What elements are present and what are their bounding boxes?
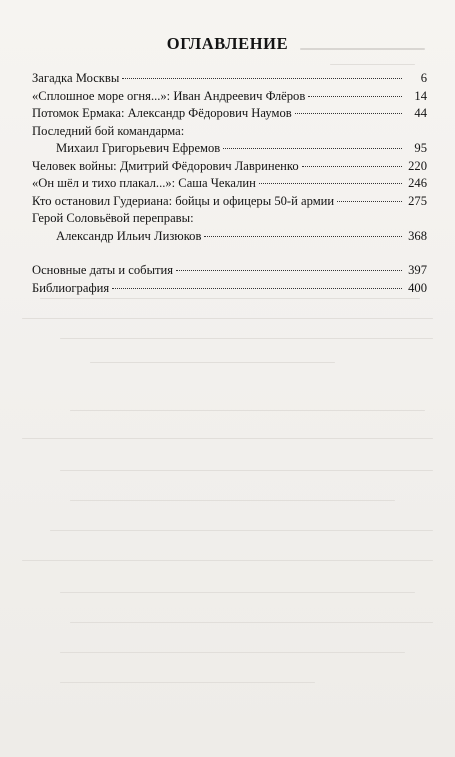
toc-entry-page: 14 (414, 88, 427, 103)
toc-entry-page: 400 (408, 280, 427, 295)
leader-dots (302, 166, 402, 167)
toc-entry-page: 275 (408, 193, 427, 208)
toc-entry-title: Основные даты и события (32, 263, 174, 277)
toc-entry-title: Потомок Ермака: Александр Фёдорович Наумов (32, 106, 292, 120)
bleed-through-line (70, 410, 425, 411)
toc-entry-heading (32, 210, 427, 228)
toc-entry[interactable] (32, 280, 427, 298)
leader-dots (259, 183, 402, 184)
toc-entry-title: Михаил Григорьевич Ефремов (56, 141, 221, 155)
toc-entry-title: Последний бой командарма: (32, 123, 185, 138)
bleed-through-line (22, 318, 433, 319)
bleed-through-line (60, 470, 433, 471)
leader-dots (112, 288, 402, 289)
bleed-through-line (90, 362, 335, 363)
toc-entry-page: 6 (420, 71, 427, 85)
toc-entry-title: «Сплошное море огня...»: Иван Андреевич Флёров (32, 88, 306, 103)
page-title: ОГЛАВЛЕНИЕ (166, 34, 289, 53)
toc-entry-title: Герой Соловьёвой переправы: (32, 211, 194, 225)
bleed-through-line (22, 438, 433, 439)
leader-dots (223, 148, 402, 149)
bleed-through-line (50, 530, 433, 531)
toc-entry[interactable] (32, 70, 427, 88)
toc-entry-heading (32, 123, 427, 141)
toc-entry-page: 246 (408, 176, 427, 190)
toc-entry-page: 95 (414, 141, 427, 155)
leader-dots (122, 78, 402, 79)
bleed-through-line (22, 560, 433, 561)
section-spacer (32, 245, 427, 262)
toc-entry-title: Библиография (32, 280, 110, 295)
toc-entry-page: 44 (414, 106, 427, 120)
bleed-through-line (60, 682, 315, 683)
leader-dots (337, 201, 402, 202)
bleed-through-line (60, 592, 415, 593)
leader-dots (204, 236, 402, 237)
toc-entry[interactable] (32, 105, 427, 123)
toc-entry[interactable] (32, 88, 427, 106)
toc-entry-page: 397 (408, 263, 427, 277)
toc-entry-title: «Он шёл и тихо плакал...»: Саша Чекалин (32, 176, 256, 190)
bleed-through-line (330, 64, 415, 65)
toc-entry-title: Александр Ильич Лизюков (56, 228, 202, 243)
bleed-through-line (70, 500, 395, 501)
toc-entry-page: 220 (408, 158, 427, 173)
toc-entry[interactable] (32, 262, 427, 280)
toc-entry[interactable] (32, 175, 427, 193)
toc-entry[interactable] (32, 193, 427, 211)
bleed-through-line (60, 338, 433, 339)
toc-entry-title: Человек войны: Дмитрий Фёдорович Лавриненко (32, 158, 299, 173)
toc-entry[interactable] (32, 140, 427, 158)
toc-entry-page: 368 (408, 228, 427, 243)
toc-entry[interactable] (32, 228, 427, 246)
leader-dots (308, 96, 402, 97)
toc-entry-title: Загадка Москвы (32, 71, 120, 85)
leader-dots (295, 113, 402, 114)
table-of-contents (32, 70, 427, 297)
bleed-through-line (40, 298, 420, 299)
leader-dots (176, 270, 402, 271)
toc-entry-title: Кто остановил Гудериана: бойцы и офицеры 50-й армии (32, 193, 335, 208)
bleed-through-line (60, 652, 405, 653)
bleed-through-line (70, 622, 433, 623)
toc-entry[interactable] (32, 158, 427, 176)
